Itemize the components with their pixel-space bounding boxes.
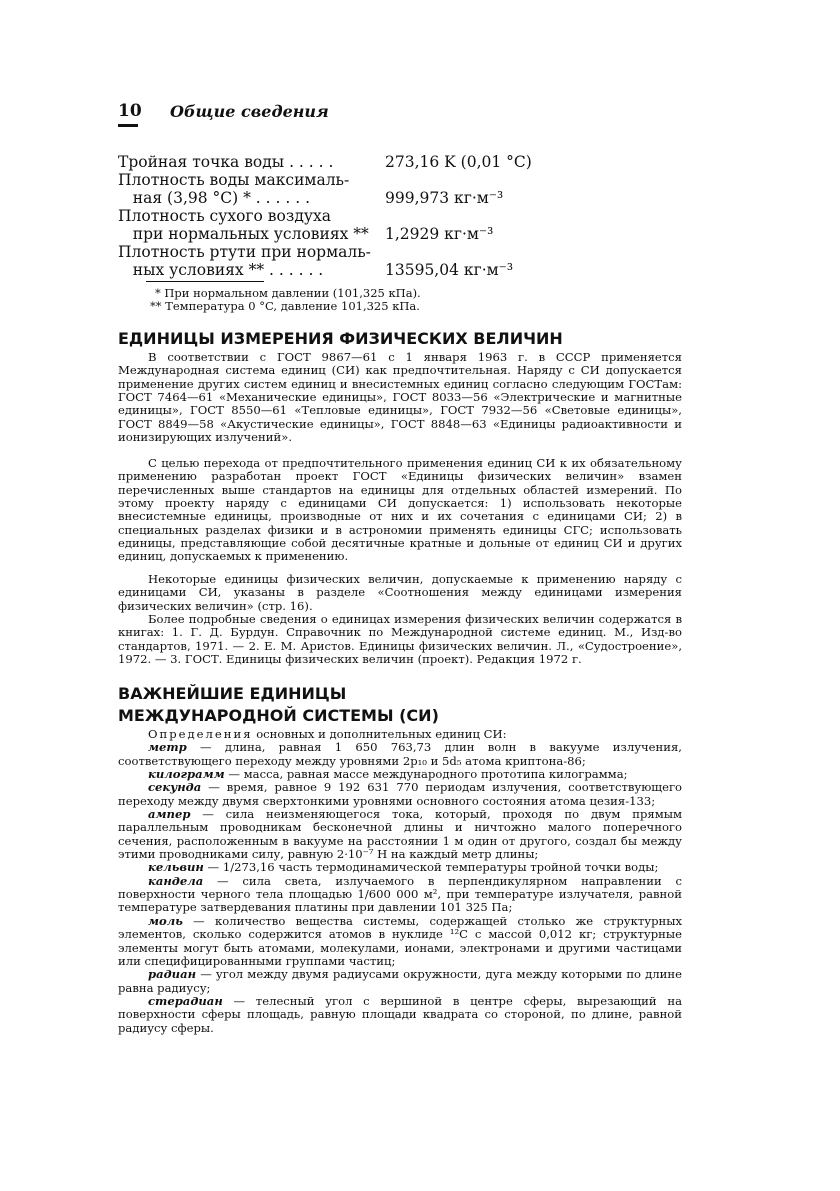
definition bbox=[118, 781, 682, 808]
definition-term: кельвин bbox=[148, 860, 204, 875]
definition-text: — количество вещества системы, содержащей столько же структурных элементов, сколько содержится атомов в нуклиде ¹²C с массой 0,012 кг; структурные элементы могут быть атомами, молекулами, ионами, электронами и другими частицами или специфицированными группами частиц; bbox=[118, 913, 682, 968]
definition-text: — угол между двумя радиусами окружности, дуга между которыми по длине равна радиусу; bbox=[118, 967, 682, 995]
definitions-block bbox=[118, 728, 682, 1035]
footnote: * При нормальном давлении (101,325 кПа). bbox=[155, 286, 421, 300]
constant-label: Плотность ртути при нормаль- bbox=[118, 243, 371, 261]
definition-term: килограмм bbox=[148, 767, 225, 782]
constant-value: 1,2929 кг·м⁻³ bbox=[385, 225, 494, 243]
definition-text: — масса, равная массе международного прототипа килограмма; bbox=[224, 767, 628, 782]
definition bbox=[118, 768, 682, 781]
constant-value: 999,973 кг·м⁻³ bbox=[385, 189, 504, 207]
section-heading: МЕЖДУНАРОДНОЙ СИСТЕМЫ (СИ) bbox=[118, 706, 439, 725]
constant-label: Тройная точка воды . . . . . bbox=[118, 153, 334, 171]
definition bbox=[118, 875, 682, 915]
definition-term: метр bbox=[148, 740, 187, 755]
intro-spaced-word: Определения bbox=[148, 727, 253, 741]
definition bbox=[118, 741, 682, 768]
definition-term: секунда bbox=[148, 780, 202, 795]
definitions-intro bbox=[118, 728, 682, 741]
paragraph: Более подробные сведения о единицах измерения физических величин содержатся в книгах: 1. Г. Д. Бурдун. Справочник по Международной системе единиц. М., Изд-во стандартов, 1971. — 2. Е. М. Аристов. Единицы физических величин. Л., «Судостроение», 1972. — 3. ГОСТ. Единицы физических величин (проект). Редакция 1972 г. bbox=[118, 612, 682, 667]
definition-term: моль bbox=[148, 913, 183, 928]
paragraph: С целью перехода от предпочтительного применения единиц СИ к их обязательному применению разработан проект ГОСТ «Единицы физических величин» взамен перечисленных выше стандартов на единицы для отдельных областей измерений. По этому проекту наряду с единицами СИ допускается: 1) использовать некоторые внесистемные единицы, производные от них и их сочетания с единицами СИ; 2) в специальных разделах физики и в астрономии применять единицы СГС; использовать единицы, представляющие собой десятичные кратные и дольные от единиц СИ и других единиц, допускаемых к применению. bbox=[118, 456, 682, 564]
constant-label: при нормальных условиях ** bbox=[118, 225, 369, 243]
header-rule bbox=[118, 124, 138, 127]
definition-text: — 1/273,16 часть термодинамической температуры тройной точки воды; bbox=[203, 860, 659, 875]
section-heading: ЕДИНИЦЫ ИЗМЕРЕНИЯ ФИЗИЧЕСКИХ ВЕЛИЧИН bbox=[118, 329, 563, 348]
definition-text: — длина, равная 1 650 763,73 длин волн в вакууме излучения, соответствующего переходу между уровнями 2p₁₀ и 5d₅ атома криптона-86; bbox=[118, 740, 682, 768]
constant-label: ная (3,98 °C) * . . . . . . bbox=[118, 189, 311, 207]
constant-value: 13595,04 кг·м⁻³ bbox=[385, 261, 514, 279]
paragraph: Некоторые единицы физических величин, допускаемые к применению наряду с единицами СИ, указаны в разделе «Соотношения между единицами измерения физических величин» (стр. 16). bbox=[118, 572, 682, 613]
constant-label: ных условиях ** . . . . . . bbox=[118, 261, 324, 279]
constant-label: Плотность сухого воздуха bbox=[118, 207, 331, 225]
definition bbox=[118, 808, 682, 861]
definition-term: ампер bbox=[148, 807, 191, 822]
definition-text: — телесный угол с вершиной в центре сферы, вырезающий на поверхности сферы площадь, равную площади квадрата со стороной, по длине, равной радиусу сферы. bbox=[118, 993, 682, 1035]
intro-text: основных и дополнительных единиц СИ: bbox=[252, 727, 507, 741]
footnote-rule bbox=[146, 281, 264, 282]
definition-text: — сила света, излучаемого в перпендикулярном направлении с поверхности черного тела площадью 1/600 000 м², при температуре излучателя, равной температуре затвердевания платины при давлении 101 325 Па; bbox=[118, 873, 682, 915]
constant-value: 273,16 K (0,01 °C) bbox=[385, 153, 532, 171]
definition bbox=[118, 968, 682, 995]
running-title: Общие сведения bbox=[170, 102, 329, 121]
definition-text: — время, равное 9 192 631 770 периодам излучения, соответствующего переходу между двумя сверхтонкими уровнями основного состояния атома цезия-133; bbox=[118, 780, 682, 808]
section-heading: ВАЖНЕЙШИЕ ЕДИНИЦЫ bbox=[118, 684, 347, 703]
constant-label: Плотность воды максималь- bbox=[118, 171, 350, 189]
footnote: ** Температура 0 °C, давление 101,325 кПа. bbox=[150, 299, 420, 313]
definition-term: стерадиан bbox=[148, 993, 223, 1008]
definition bbox=[118, 915, 682, 968]
definition bbox=[118, 861, 682, 874]
definition-term: кандела bbox=[148, 873, 204, 888]
paragraph: В соответствии с ГОСТ 9867—61 с 1 января 1963 г. в СССР применяется Международная система единиц (СИ) как предпочтительная. Наряду с СИ допускается применение других систем единиц и внесистемных единиц согласно следующим ГОСТам: ГОСТ 7464—61 «Механические единицы», ГОСТ 8033—56 «Электрические и магнитные единицы», ГОСТ 8550—61 «Тепловые единицы», ГОСТ 7932—56 «Световые единицы», ГОСТ 8849—58 «Акустические единицы», ГОСТ 8848—63 «Единицы радиоактивности и ионизирующих излучений». bbox=[118, 350, 682, 445]
definition bbox=[118, 995, 682, 1035]
page-number: 10 bbox=[118, 101, 142, 121]
definition-text: — сила неизменяющегося тока, который, проходя по двум прямым параллельным проводникам бесконечной длины и ничтожно малого поперечного сечения, расположенным в вакууме на расстоянии 1 м один от другого, создал бы между этими проводниками силу, равную 2·10⁻⁷ Н на каждый метр длины; bbox=[118, 807, 682, 862]
definition-term: радиан bbox=[148, 967, 197, 982]
